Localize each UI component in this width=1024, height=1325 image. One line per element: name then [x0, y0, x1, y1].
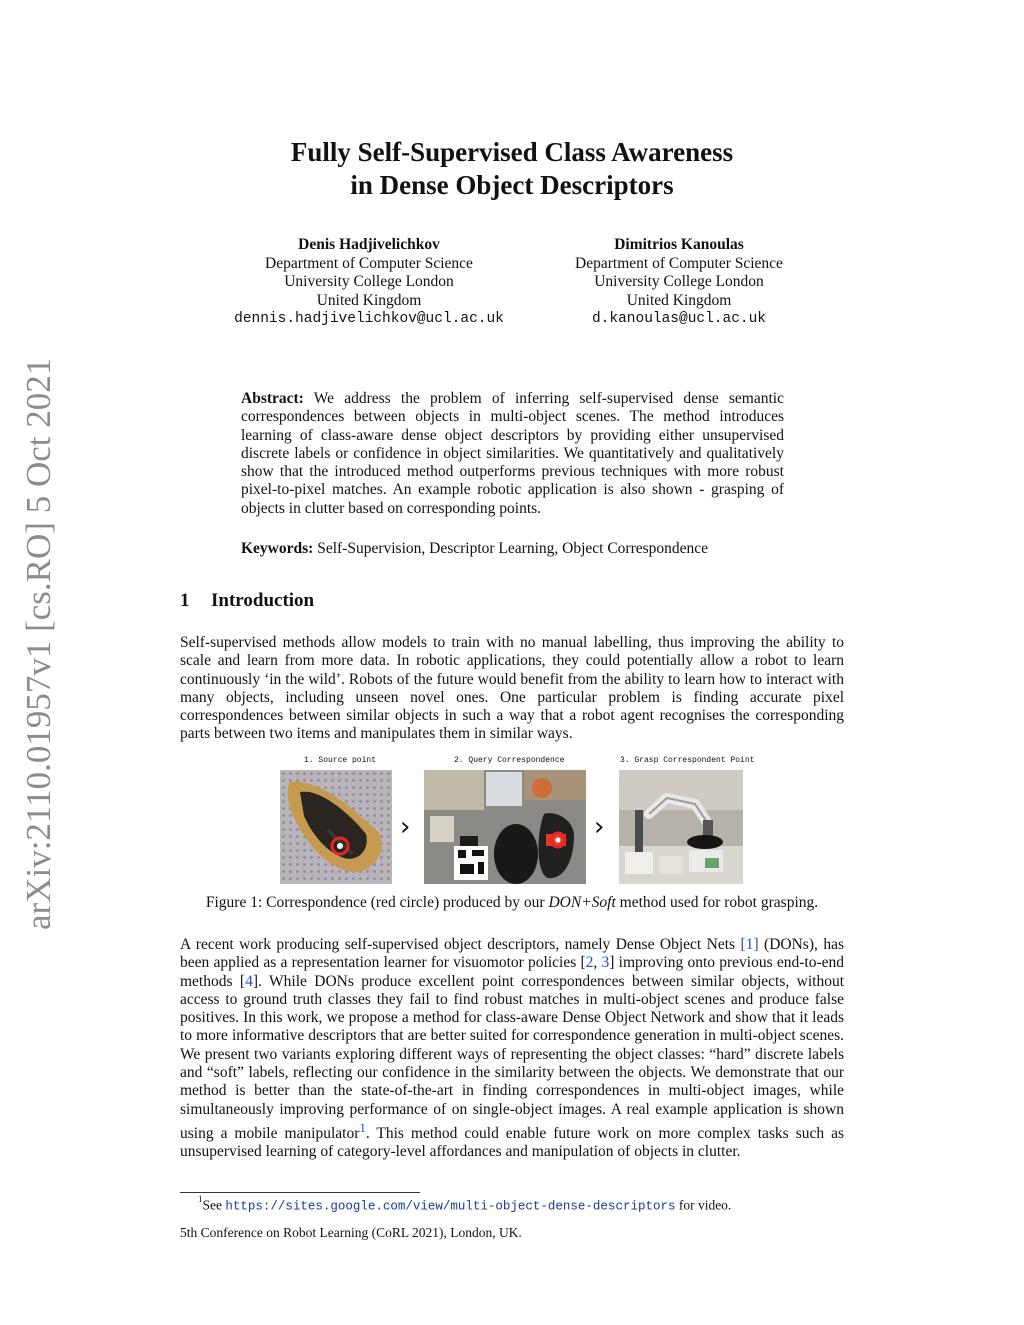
footnote-link[interactable]: 1 [359, 1119, 366, 1135]
paper-title [180, 136, 844, 202]
figure-1-caption [180, 894, 844, 912]
text-run: A recent work producing self-supervised object descriptors, namely Dense Object Nets [180, 936, 741, 953]
panel-caption-1: 1. Source point [304, 756, 377, 765]
author-2 [519, 236, 839, 329]
text-run: . This method could enable future work on more complex tasks such as unsupervised learning of category-level affordances and manipulation of objects in clutter. [180, 1125, 844, 1161]
text-run: (DONs), has been applied as a representation learner for visuomotor policies [ [180, 936, 844, 972]
section-heading-introduction [180, 590, 314, 612]
author-block [180, 236, 844, 336]
source-point-image [280, 770, 392, 884]
footnote-url-link[interactable]: https://sites.google.com/view/multi-object-dense-descriptors [225, 1199, 676, 1214]
footnote-mark: 1 [198, 1194, 203, 1204]
author-dept: Department of Computer Science [265, 254, 473, 272]
aruco-marker [454, 846, 488, 880]
footnote-divider [180, 1192, 420, 1193]
text-run: ]. While DONs produce excellent point correspondences between similar objects, without access to ground truth classes they fail to find robust matches in multi-object scenes and produce false positives. In this work, we propose a method for class-aware Dense Object Network and show that it leads to more informative descriptors that are better suited for correspondence generation in multi-object scenes. We present two variants exploring different ways of representing the object classes: “hard” discrete labels and “soft” labels, reflecting our confidence in the similarity between the objects. We demonstrate that our method is better than the state-of-the-art in finding correspondences in multi-object images, while simultaneously improving performance of on single-object images. A real example application is shown using a mobile manipulator [180, 972, 844, 1143]
footnote-pre: See [202, 1197, 226, 1213]
figure-1 [278, 756, 755, 888]
abstract-text: We address the problem of inferring self-supervised dense semantic correspondences between objects in multi-object scenes. The method introduces learning of class-aware dense object descriptors by providing either unsupervised discrete labels or confidence in object similarities. We quantitatively and qualitatively show that the introduced method outperforms previous techniques with more robust pixel-to-pixel matches. An example robotic application is also shown - grasping of objects in clutter based on corresponding points. [241, 390, 784, 517]
section-number: 1 [180, 590, 190, 611]
author-country: United Kingdom [316, 291, 422, 309]
title-line-1: Fully Self-Supervised Class Awareness [290, 137, 734, 167]
grasp-correspondent-image [619, 770, 743, 884]
intro-paragraph-1: Self-supervised methods allow models to train with no manual labelling, thus improving the ability to scale and learn from more data. In robotic applications, they could potentially allow a robot to learn continuously ‘in the wild’. Robots of the future would benefit from the ability to learn how to interact with many objects, including unseen novel ones. One particular problem is finding accurate pixel correspondences between similar objects in such a way that a robot agent recognises the corresponding parts between two items and manipulates them in similar ways. [180, 634, 844, 743]
arxiv-identifier: arXiv:2110.01957v1 [cs.RO] 5 Oct 2021 [19, 357, 58, 930]
caption-method: DON+Soft [548, 894, 616, 911]
author-1 [209, 236, 529, 329]
venue-note: 5th Conference on Robot Learning (CoRL 2021), London, UK. [180, 1225, 522, 1240]
section-title: Introduction [211, 590, 315, 611]
title-line-2: in Dense Object Descriptors [350, 170, 674, 200]
author-email[interactable]: dennis.hadjivelichkov@ucl.ac.uk [234, 311, 504, 327]
caption-pre: Figure 1: Correspondence (red circle) produced by our [205, 894, 549, 911]
abstract-label: Abstract: [241, 390, 304, 407]
author-email[interactable]: d.kanoulas@ucl.ac.uk [591, 311, 767, 327]
abstract [241, 390, 784, 518]
author-name: Denis Hadjivelichkov [298, 236, 440, 253]
author-dept: Department of Computer Science [575, 254, 783, 272]
intro-paragraph-2 [180, 936, 844, 1162]
author-country: United Kingdom [626, 291, 732, 309]
keywords [241, 540, 801, 558]
author-name: Dimitrios Kanoulas [614, 236, 744, 253]
footnote [198, 1196, 731, 1214]
citation-link[interactable]: 3 [601, 954, 610, 972]
citation-link[interactable]: 4 [245, 972, 253, 990]
citation-link[interactable]: [1] [740, 936, 759, 953]
caption-post: method used for robot grasping. [615, 894, 819, 911]
chevron-right-icon: › [594, 812, 605, 842]
text-run: ] improving onto previous end-to-end methods [ [180, 954, 844, 990]
footnote-post: for video. [675, 1197, 732, 1213]
panel-caption-3: 3. Grasp Correspondent Point [620, 756, 755, 765]
panel-caption-2: 2. Query Correspondence [454, 756, 565, 765]
keywords-text: Self-Supervision, Descriptor Learning, Object Correspondence [317, 540, 709, 557]
text-run: , [593, 954, 602, 972]
chevron-right-icon: › [400, 812, 411, 842]
author-univ: University College London [284, 273, 454, 290]
citation-link[interactable]: 2 [585, 954, 594, 972]
author-univ: University College London [594, 273, 764, 290]
query-correspondence-image [424, 770, 586, 884]
keywords-label: Keywords: [241, 540, 314, 557]
